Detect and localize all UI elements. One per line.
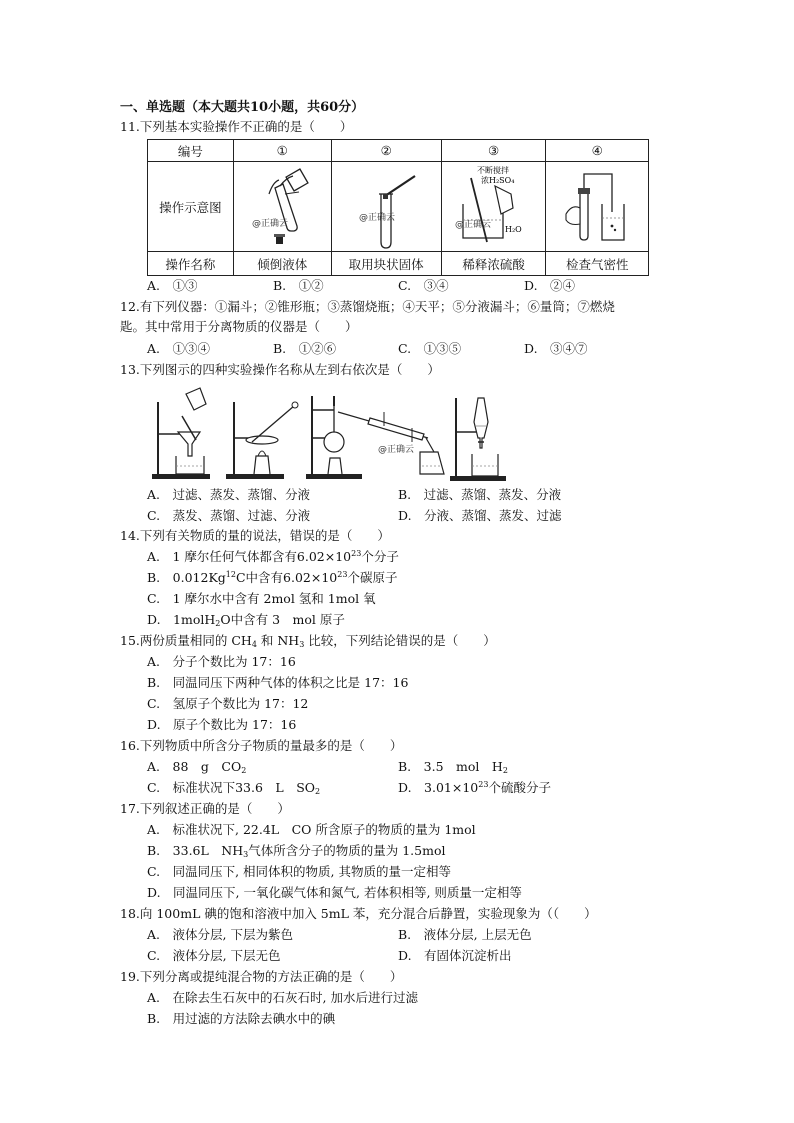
q17-option-b: B. 33.6L $NH_3$气体所含分子的物质的量为 1.5mol <box>147 843 446 859</box>
op-name-2: 取用块状固体 <box>331 252 441 276</box>
q17-option-c: C. 同温同压下, 相同体积的物质, 其物质的量一定相等 <box>147 864 451 879</box>
q15-option-b: B. 同温同压下两种气体的体积之比是 17：16 <box>147 675 409 690</box>
q11-option-a: A. ①③ <box>147 278 198 293</box>
q19-stem: 19.下列分离或提纯混合物的方法正确的是（ ） <box>120 969 403 984</box>
table-number-1: ① <box>233 140 331 162</box>
section-title: 一、单选题（本大题共10小题，共60分） <box>120 100 365 115</box>
op-name-4: 检查气密性 <box>546 252 649 276</box>
q15-option-a: A. 分子个数比为 17：16 <box>147 654 296 669</box>
distillation-apparatus-icon <box>306 396 444 479</box>
pour-liquid-icon <box>239 164 325 250</box>
q13-stem: 13.下列图示的四种实验操作名称从左到右依次是（ ） <box>120 362 440 377</box>
q12-option-c: C. ①③⑤ <box>398 341 462 356</box>
q11-option-c: C. ③④ <box>398 278 449 293</box>
q14-option-c: C. 1 摩尔水中含有 2mol 氢和 1mol 氧 <box>147 591 376 606</box>
q12-stem-line1: 12.有下列仪器：①漏斗；②锥形瓶；③蒸馏烧瓶；④天平；⑤分液漏斗；⑥量筒；⑦燃烧 <box>120 299 615 314</box>
diagram-pour-liquid <box>233 162 331 252</box>
q17-option-a: A. 标准状况下, 22.4L CO 所含原子的物质的量为 1mol <box>147 822 476 837</box>
q11-operation-table <box>147 139 649 276</box>
q17-stem: 17.下列叙述正确的是（ ） <box>120 801 290 816</box>
q14-stem: 14.下列有关物质的量的说法，错误的是（ ） <box>120 528 390 543</box>
diagram-check-airtight <box>546 162 649 252</box>
q18-option-d: D. 有固体沉淀析出 <box>398 948 512 963</box>
q18-option-a: A. 液体分层, 下层为紫色 <box>147 927 293 942</box>
label-water: H₂O <box>504 224 522 234</box>
diagram-take-solid <box>331 162 441 252</box>
airtight-check-icon <box>554 164 640 250</box>
q12-option-d: D. ③④⑦ <box>524 341 588 356</box>
q16-stem: 16.下列物质中所含分子物质的量最多的是（ ） <box>120 738 403 753</box>
q14-option-d: D. 1molH$_2$O中含有 3 mol 原子 <box>147 612 345 628</box>
table-header-number: 编号 <box>148 140 234 162</box>
watermark-text: @正确云 <box>252 218 289 229</box>
q18-option-c: C. 液体分层, 下层无色 <box>147 948 281 963</box>
table-header-name: 操作名称 <box>148 252 234 276</box>
watermark-text: @正确云 <box>454 219 491 230</box>
q13-option-b: B. 过滤、蒸馏、蒸发、分液 <box>398 487 562 502</box>
q13-option-c: C. 蒸发、蒸馏、过滤、分液 <box>147 508 311 523</box>
q12-option-b: B. ①②⑥ <box>273 341 337 356</box>
q15-stem: 15.两份质量相同的 $CH_4$ 和 $NH_3$ 比较，下列结论错误的是（ ） <box>120 633 496 649</box>
q16-option-c: C. 标准状况下33.6 L $SO_2$ <box>147 780 321 796</box>
q13-option-d: D. 分液、蒸馏、蒸发、过滤 <box>398 508 562 523</box>
filtration-apparatus-icon <box>152 388 210 479</box>
table-number-2: ② <box>331 140 441 162</box>
op-name-3: 稀释浓硫酸 <box>441 252 546 276</box>
test-tube-icon <box>343 164 429 250</box>
beaker-dilute-icon <box>449 164 539 250</box>
q12-stem-line2: 匙。其中常用于分离物质的仪器是（ ） <box>120 319 358 334</box>
q19-option-b: B. 用过滤的方法除去碘水中的碘 <box>147 1011 336 1026</box>
q19-option-a: A. 在除去生石灰中的石灰石时, 加水后进行过滤 <box>147 990 418 1005</box>
q17-option-d: D. 同温同压下, 一氧化碳气体和氮气, 若体积相等, 则质量一定相等 <box>147 885 522 900</box>
q13-option-a: A. 过滤、蒸发、蒸馏、分液 <box>147 487 311 502</box>
table-number-4: ④ <box>546 140 649 162</box>
q11-stem: 11.下列基本实验操作不正确的是（ ） <box>120 119 353 134</box>
separatory-funnel-icon <box>448 392 512 484</box>
q12-option-a: A. ①③④ <box>147 341 211 356</box>
evaporation-apparatus-icon <box>226 402 298 479</box>
table-header-diagram: 操作示意图 <box>148 162 234 252</box>
q16-option-b: B. 3.5 mol $H_2$ <box>398 759 508 775</box>
q15-option-d: D. 原子个数比为 17：16 <box>147 717 297 732</box>
q14-option-b: B. 0.012Kg$^{12}$C中含有$6.02\times 10^{23}$个碳原子 <box>147 570 398 585</box>
q11-option-b: B. ①② <box>273 278 324 293</box>
q16-option-d: D. $3.01\times 10^{23}$个硫酸分子 <box>398 780 551 795</box>
q18-option-b: B. 液体分层, 上层无色 <box>398 927 532 942</box>
q14-option-a: A. 1 摩尔任何气体都含有$6.02\times 10^{23}$个分子 <box>147 549 399 564</box>
label-acid: 浓H₂SO₄ <box>480 175 515 185</box>
watermark-text: @正确云 <box>359 212 396 223</box>
watermark-text: @正确云 <box>378 445 415 455</box>
label-stir: 不断搅拌 <box>476 165 509 175</box>
diagram-dilute-acid <box>441 162 546 252</box>
q11-option-d: D. ②④ <box>524 278 576 293</box>
q15-option-c: C. 氢原子个数比为 17：12 <box>147 696 309 711</box>
q16-option-a: A. 88 g $CO_2$ <box>147 759 247 775</box>
q18-stem: 18.向 100mL 碘的饱和溶液中加入 5mL 苯，充分混合后静置，实验现象为（（ ） <box>120 906 597 921</box>
op-name-1: 倾倒液体 <box>233 252 331 276</box>
table-number-3: ③ <box>441 140 546 162</box>
